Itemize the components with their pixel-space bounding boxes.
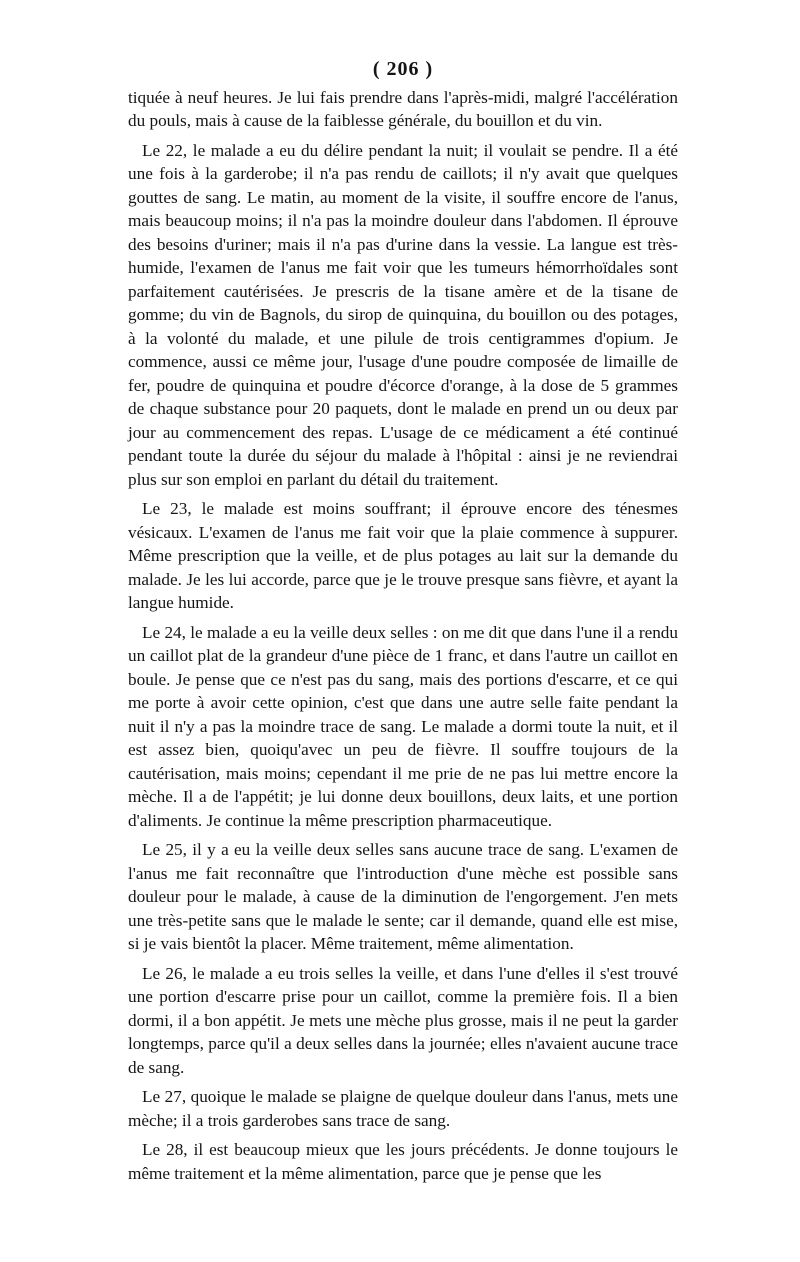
paragraph: Le 25, il y a eu la veille deux selles sans aucune trace de sang. L'examen de l'anus me fait reconnaître que l'introduction d'une mèche est possible sans douleur pour le malade, à cause de la diminution de l'engorgement. J'en mets une très-petite sans que le malade le sente; car il demande, quand elle est mise, si je vais bientôt la placer. Même traitement, même alimentation. [128, 840, 678, 953]
paragraph: Le 28, il est beaucoup mieux que les jours précédents. Je donne toujours le même traitement et la même alimentation, parce que je pense que les [128, 1140, 678, 1183]
book-page [128, 58, 678, 1191]
paragraph: Le 27, quoique le malade se plaigne de quelque douleur dans l'anus, mets une mèche; il a trois garderobes sans trace de sang. [128, 1087, 678, 1130]
paragraph: Le 24, le malade a eu la veille deux selles : on me dit que dans l'une il a rendu un caillot plat de la grandeur d'une pièce de 1 franc, et dans l'autre un caillot en boule. Je pense que ce n'est pas du sang, mais des portions d'escarre, et ce qui me porte à avoir cette opinion, c'est que dans une autre selle faite pendant la nuit il n'y a pas la moindre trace de sang. Le malade a dormi toute la nuit, et il est assez bien, quoiqu'avec un peu de fièvre. Il souffre toujours de la cautérisation, mais moins; cependant il me prie de ne pas lui mettre encore la mèche. Il a de l'appétit; je lui donne deux bouillons, deux laits, et une portion d'aliments. Je continue la même prescription pharmaceutique. [128, 622, 678, 830]
paragraph: tiquée à neuf heures. Je lui fais prendre dans l'après-midi, malgré l'accélération du pouls, mais à cause de la faiblesse générale, du bouillon et du vin. [128, 87, 678, 130]
paragraph: Le 26, le malade a eu trois selles la veille, et dans l'une d'elles il s'est trouvé une portion d'escarre prise pour un caillot, comme la première fois. Il a bien dormi, il a bon appétit. Je mets une mèche plus grosse, mais il ne peut la garder longtemps, parce qu'il a deux selles dans la journée; elles n'avaient aucune trace de sang. [128, 963, 678, 1077]
page-number: ( 206 ) [372, 58, 434, 80]
paragraph: Le 22, le malade a eu du délire pendant la nuit; il voulait se pendre. Il a été une fois à la garderobe; il n'a pas rendu de caillots; il n'y avait que quelques gouttes de sang. Le matin, au moment de la visite, il souffre encore de l'anus, mais beaucoup moins; il n'a pas la moindre douleur dans l'abdomen. Il éprouve des besoins d'uriner; mais il n'a pas d'urine dans la vessie. La langue est très-humide, l'examen de l'anus me fait voir que les tumeurs hémorrhoïdales sont parfaitement cautérisées. Je prescris de la tisane amère et de la tisane de gomme; du vin de Bagnols, du sirop de quinquina, du bouillon ou des potages, à la volonté du malade, et une pilule de trois centigrammes d'opium. Je commence, aussi ce même jour, l'usage d'une poudre composée de limaille de fer, poudre de quinquina et poudre d'écorce d'orange, à la dose de 5 grammes de chaque substance pour 20 paquets, dont le malade en prend un ou deux par jour au commencement des repas. L'usage de ce médicament a été continué pendant toute la durée du séjour du malade à l'hôpital : ainsi je ne reviendrai plus sur son emploi en parlant du détail du traitement. [128, 140, 678, 489]
paragraph: Le 23, le malade est moins souffrant; il éprouve encore des ténesmes vésicaux. L'examen de l'anus me fait voir que la plaie commence à suppurer. Même prescription que la veille, et de plus potages au lait sur la demande du malade. Je les lui accorde, parce que je le trouve presque sans fièvre, et ayant la langue humide. [128, 499, 678, 612]
